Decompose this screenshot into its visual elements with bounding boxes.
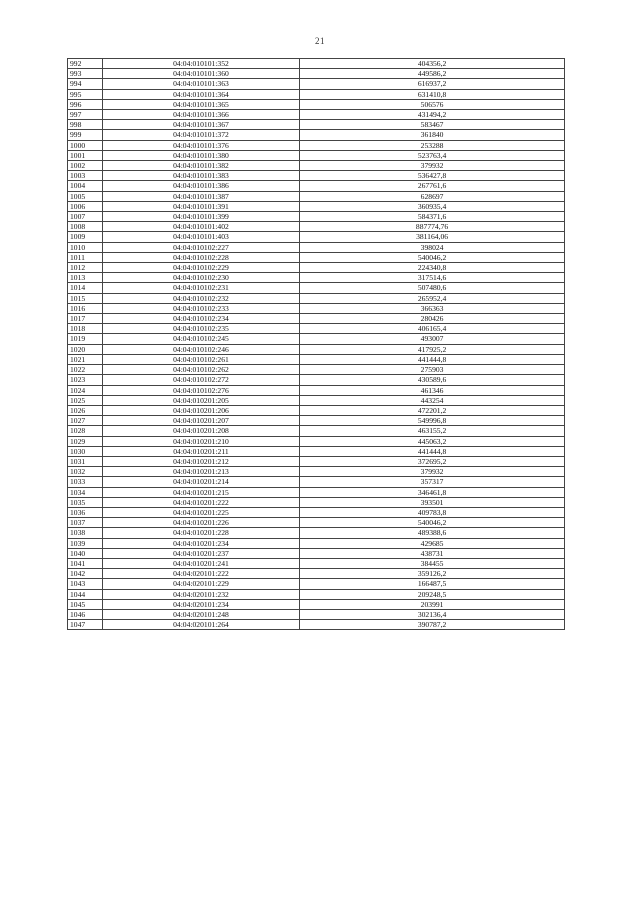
- row-number-cell: 1028: [68, 426, 103, 436]
- table-row: [68, 528, 565, 538]
- cadastral-number-cell: 04:04:010102:234: [102, 314, 299, 324]
- cadastral-value-cell: 536427,8: [300, 171, 565, 181]
- cadastral-value-cell: 381164,06: [300, 232, 565, 242]
- row-number-cell: 997: [68, 110, 103, 120]
- table-row: [68, 467, 565, 477]
- cadastral-value-cell: 390787,2: [300, 620, 565, 630]
- cadastral-number-cell: 04:04:010201:207: [102, 416, 299, 426]
- table-row: [68, 344, 565, 354]
- cadastral-number-cell: 04:04:010101:352: [102, 59, 299, 69]
- cadastral-number-cell: 04:04:010101:383: [102, 171, 299, 181]
- cadastral-number-cell: 04:04:010102:246: [102, 344, 299, 354]
- cadastral-number-cell: 04:04:010102:230: [102, 273, 299, 283]
- cadastral-number-cell: 04:04:010101:365: [102, 99, 299, 109]
- table-row: [68, 324, 565, 334]
- cadastral-number-cell: 04:04:010101:391: [102, 201, 299, 211]
- cadastral-value-cell: 398024: [300, 242, 565, 252]
- table-row: [68, 354, 565, 364]
- cadastral-value-cell: 430589,6: [300, 375, 565, 385]
- cadastral-value-cell: 429685: [300, 538, 565, 548]
- cadastral-value-cell: 631410,8: [300, 89, 565, 99]
- table-row: [68, 548, 565, 558]
- table-row: [68, 395, 565, 405]
- cadastral-number-cell: 04:04:010101:382: [102, 161, 299, 171]
- cadastral-value-cell: 549996,8: [300, 416, 565, 426]
- cadastral-number-cell: 04:04:010201:241: [102, 558, 299, 568]
- cadastral-value-cell: 489388,6: [300, 528, 565, 538]
- cadastral-value-cell: 166487,5: [300, 579, 565, 589]
- table-row: [68, 99, 565, 109]
- cadastral-value-cell: 472201,2: [300, 405, 565, 415]
- table-row: [68, 212, 565, 222]
- table-row: [68, 79, 565, 89]
- table-row: [68, 365, 565, 375]
- cadastral-value-cell: 253288: [300, 140, 565, 150]
- row-number-cell: 1000: [68, 140, 103, 150]
- table-row: [68, 222, 565, 232]
- table-row: [68, 405, 565, 415]
- cadastral-value-cell: 431494,2: [300, 110, 565, 120]
- cadastral-number-cell: 04:04:020101:264: [102, 620, 299, 630]
- row-number-cell: 1007: [68, 212, 103, 222]
- table-row: [68, 426, 565, 436]
- cadastral-number-cell: 04:04:020101:248: [102, 609, 299, 619]
- cadastral-number-cell: 04:04:010102:261: [102, 354, 299, 364]
- cadastral-number-cell: 04:04:010102:245: [102, 334, 299, 344]
- cadastral-number-cell: 04:04:010102:229: [102, 263, 299, 273]
- table-row: [68, 620, 565, 630]
- cadastral-number-cell: 04:04:010201:234: [102, 538, 299, 548]
- table-row: [68, 456, 565, 466]
- row-number-cell: 1035: [68, 497, 103, 507]
- cadastral-value-cell: 507480,6: [300, 283, 565, 293]
- table-row: [68, 416, 565, 426]
- table-row: [68, 191, 565, 201]
- row-number-cell: 1036: [68, 507, 103, 517]
- cadastral-number-cell: 04:04:010102:272: [102, 375, 299, 385]
- cadastral-value-cell: 360935,4: [300, 201, 565, 211]
- cadastral-number-cell: 04:04:010201:215: [102, 487, 299, 497]
- row-number-cell: 1001: [68, 150, 103, 160]
- cadastral-value-cell: 887774,76: [300, 222, 565, 232]
- cadastral-number-cell: 04:04:010101:372: [102, 130, 299, 140]
- page-number: 21: [315, 36, 325, 46]
- table-row: [68, 497, 565, 507]
- cadastral-value-cell: 616937,2: [300, 79, 565, 89]
- table-row: [68, 436, 565, 446]
- cadastral-value-cell: 280426: [300, 314, 565, 324]
- cadastral-number-cell: 04:04:010201:205: [102, 395, 299, 405]
- cadastral-value-cell: 628697: [300, 191, 565, 201]
- cadastral-number-cell: 04:04:010102:231: [102, 283, 299, 293]
- cadastral-value-cell: 523763,4: [300, 150, 565, 160]
- cadastral-number-cell: 04:04:020101:232: [102, 589, 299, 599]
- cadastral-value-cell: 438731: [300, 548, 565, 558]
- cadastral-value-cell: 379932: [300, 161, 565, 171]
- cadastral-number-cell: 04:04:010201:222: [102, 497, 299, 507]
- cadastral-number-cell: 04:04:010101:364: [102, 89, 299, 99]
- table-row: [68, 120, 565, 130]
- cadastral-value-cell: 302136,4: [300, 609, 565, 619]
- cadastral-value-cell: 584371,6: [300, 212, 565, 222]
- table-row: [68, 252, 565, 262]
- row-number-cell: 1040: [68, 548, 103, 558]
- table-row: [68, 161, 565, 171]
- row-number-cell: 1038: [68, 528, 103, 538]
- cadastral-number-cell: 04:04:010101:360: [102, 69, 299, 79]
- cadastral-number-cell: 04:04:010201:225: [102, 507, 299, 517]
- cadastral-value-cell: 540046,2: [300, 518, 565, 528]
- row-number-cell: 1022: [68, 365, 103, 375]
- cadastral-value-cell: 267761,6: [300, 181, 565, 191]
- cadastral-number-cell: 04:04:010102:233: [102, 303, 299, 313]
- row-number-cell: 999: [68, 130, 103, 140]
- table-row: [68, 334, 565, 344]
- row-number-cell: 1016: [68, 303, 103, 313]
- table-row: [68, 507, 565, 517]
- row-number-cell: 1025: [68, 395, 103, 405]
- row-number-cell: 1027: [68, 416, 103, 426]
- cadastral-value-cell: 540046,2: [300, 252, 565, 262]
- row-number-cell: 1024: [68, 385, 103, 395]
- cadastral-number-cell: 04:04:010201:214: [102, 477, 299, 487]
- cadastral-number-cell: 04:04:010201:226: [102, 518, 299, 528]
- cadastral-value-cell: 417925,2: [300, 344, 565, 354]
- row-number-cell: 1029: [68, 436, 103, 446]
- cadastral-value-table: [67, 58, 565, 630]
- cadastral-value-cell: 461346: [300, 385, 565, 395]
- cadastral-value-cell: 583467: [300, 120, 565, 130]
- table-row: [68, 232, 565, 242]
- cadastral-value-cell: 443254: [300, 395, 565, 405]
- table-row: [68, 89, 565, 99]
- table-row: [68, 283, 565, 293]
- row-number-cell: 1006: [68, 201, 103, 211]
- cadastral-value-cell: 317514,6: [300, 273, 565, 283]
- cadastral-number-cell: 04:04:010102:262: [102, 365, 299, 375]
- cadastral-number-cell: 04:04:020101:234: [102, 599, 299, 609]
- row-number-cell: 1021: [68, 354, 103, 364]
- cadastral-value-cell: 265952,4: [300, 293, 565, 303]
- row-number-cell: 1017: [68, 314, 103, 324]
- cadastral-number-cell: 04:04:010102:227: [102, 242, 299, 252]
- table-row: [68, 293, 565, 303]
- table-row: [68, 589, 565, 599]
- row-number-cell: 1045: [68, 599, 103, 609]
- row-number-cell: 995: [68, 89, 103, 99]
- cadastral-number-cell: 04:04:010201:213: [102, 467, 299, 477]
- cadastral-value-cell: 441444,8: [300, 354, 565, 364]
- row-number-cell: 1033: [68, 477, 103, 487]
- cadastral-value-cell: 463155,2: [300, 426, 565, 436]
- cadastral-number-cell: 04:04:010101:387: [102, 191, 299, 201]
- cadastral-number-cell: 04:04:010201:237: [102, 548, 299, 558]
- cadastral-value-cell: 393501: [300, 497, 565, 507]
- row-number-cell: 1009: [68, 232, 103, 242]
- cadastral-value-cell: 441444,8: [300, 446, 565, 456]
- row-number-cell: 996: [68, 99, 103, 109]
- cadastral-value-cell: 449586,2: [300, 69, 565, 79]
- row-number-cell: 1020: [68, 344, 103, 354]
- cadastral-number-cell: 04:04:010101:376: [102, 140, 299, 150]
- table-row: [68, 69, 565, 79]
- cadastral-number-cell: 04:04:010201:228: [102, 528, 299, 538]
- row-number-cell: 1032: [68, 467, 103, 477]
- row-number-cell: 1034: [68, 487, 103, 497]
- cadastral-value-cell: 366363: [300, 303, 565, 313]
- row-number-cell: 1011: [68, 252, 103, 262]
- table-row: [68, 242, 565, 252]
- row-number-cell: 1037: [68, 518, 103, 528]
- table-row: [68, 171, 565, 181]
- cadastral-value-cell: 384455: [300, 558, 565, 568]
- cadastral-value-cell: 357317: [300, 477, 565, 487]
- row-number-cell: 1008: [68, 222, 103, 232]
- cadastral-number-cell: 04:04:020101:229: [102, 579, 299, 589]
- table-body: [68, 59, 565, 630]
- cadastral-value-cell: 209248,5: [300, 589, 565, 599]
- cadastral-value-cell: 203991: [300, 599, 565, 609]
- cadastral-value-cell: 445063,2: [300, 436, 565, 446]
- table-row: [68, 59, 565, 69]
- cadastral-number-cell: 04:04:010101:399: [102, 212, 299, 222]
- table-row: [68, 518, 565, 528]
- cadastral-number-cell: 04:04:010101:386: [102, 181, 299, 191]
- row-number-cell: 994: [68, 79, 103, 89]
- table-row: [68, 375, 565, 385]
- cadastral-value-cell: 506576: [300, 99, 565, 109]
- row-number-cell: 1003: [68, 171, 103, 181]
- cadastral-number-cell: 04:04:010102:228: [102, 252, 299, 262]
- table-row: [68, 538, 565, 548]
- cadastral-number-cell: 04:04:010101:367: [102, 120, 299, 130]
- row-number-cell: 1031: [68, 456, 103, 466]
- table-row: [68, 385, 565, 395]
- cadastral-number-cell: 04:04:010101:402: [102, 222, 299, 232]
- row-number-cell: 1012: [68, 263, 103, 273]
- cadastral-number-cell: 04:04:010102:232: [102, 293, 299, 303]
- row-number-cell: 1026: [68, 405, 103, 415]
- row-number-cell: 1039: [68, 538, 103, 548]
- row-number-cell: 1044: [68, 589, 103, 599]
- row-number-cell: 1018: [68, 324, 103, 334]
- cadastral-number-cell: 04:04:010201:210: [102, 436, 299, 446]
- row-number-cell: 1019: [68, 334, 103, 344]
- row-number-cell: 1042: [68, 569, 103, 579]
- row-number-cell: 1014: [68, 283, 103, 293]
- table-row: [68, 273, 565, 283]
- row-number-cell: 1023: [68, 375, 103, 385]
- cadastral-value-cell: 406165,4: [300, 324, 565, 334]
- cadastral-number-cell: 04:04:010201:208: [102, 426, 299, 436]
- cadastral-value-cell: 404356,2: [300, 59, 565, 69]
- cadastral-value-cell: 372695,2: [300, 456, 565, 466]
- cadastral-number-cell: 04:04:010101:363: [102, 79, 299, 89]
- cadastral-number-cell: 04:04:010101:380: [102, 150, 299, 160]
- table-row: [68, 487, 565, 497]
- row-number-cell: 1047: [68, 620, 103, 630]
- table-row: [68, 201, 565, 211]
- table-row: [68, 140, 565, 150]
- cadastral-value-cell: 379932: [300, 467, 565, 477]
- cadastral-number-cell: 04:04:010201:211: [102, 446, 299, 456]
- table-row: [68, 579, 565, 589]
- cadastral-value-cell: 361840: [300, 130, 565, 140]
- table-row: [68, 446, 565, 456]
- cadastral-number-cell: 04:04:010101:366: [102, 110, 299, 120]
- table-row: [68, 609, 565, 619]
- row-number-cell: 1041: [68, 558, 103, 568]
- cadastral-number-cell: 04:04:010102:235: [102, 324, 299, 334]
- table-row: [68, 181, 565, 191]
- row-number-cell: 1004: [68, 181, 103, 191]
- table-row: [68, 110, 565, 120]
- row-number-cell: 993: [68, 69, 103, 79]
- cadastral-number-cell: 04:04:010201:212: [102, 456, 299, 466]
- table-row: [68, 303, 565, 313]
- cadastral-number-cell: 04:04:020101:222: [102, 569, 299, 579]
- row-number-cell: 1005: [68, 191, 103, 201]
- cadastral-value-cell: 359126,2: [300, 569, 565, 579]
- row-number-cell: 992: [68, 59, 103, 69]
- row-number-cell: 1030: [68, 446, 103, 456]
- table-row: [68, 477, 565, 487]
- row-number-cell: 1010: [68, 242, 103, 252]
- cadastral-value-cell: 346461,8: [300, 487, 565, 497]
- row-number-cell: 1015: [68, 293, 103, 303]
- cadastral-number-cell: 04:04:010102:276: [102, 385, 299, 395]
- table-row: [68, 130, 565, 140]
- row-number-cell: 1043: [68, 579, 103, 589]
- row-number-cell: 1013: [68, 273, 103, 283]
- table-row: [68, 314, 565, 324]
- cadastral-value-cell: 275903: [300, 365, 565, 375]
- cadastral-number-cell: 04:04:010101:403: [102, 232, 299, 242]
- cadastral-value-cell: 493007: [300, 334, 565, 344]
- table-row: [68, 558, 565, 568]
- row-number-cell: 1002: [68, 161, 103, 171]
- table-row: [68, 150, 565, 160]
- table-row: [68, 599, 565, 609]
- cadastral-number-cell: 04:04:010201:206: [102, 405, 299, 415]
- row-number-cell: 1046: [68, 609, 103, 619]
- cadastral-value-cell: 224340,8: [300, 263, 565, 273]
- cadastral-value-cell: 409783,8: [300, 507, 565, 517]
- row-number-cell: 998: [68, 120, 103, 130]
- table-row: [68, 569, 565, 579]
- table-row: [68, 263, 565, 273]
